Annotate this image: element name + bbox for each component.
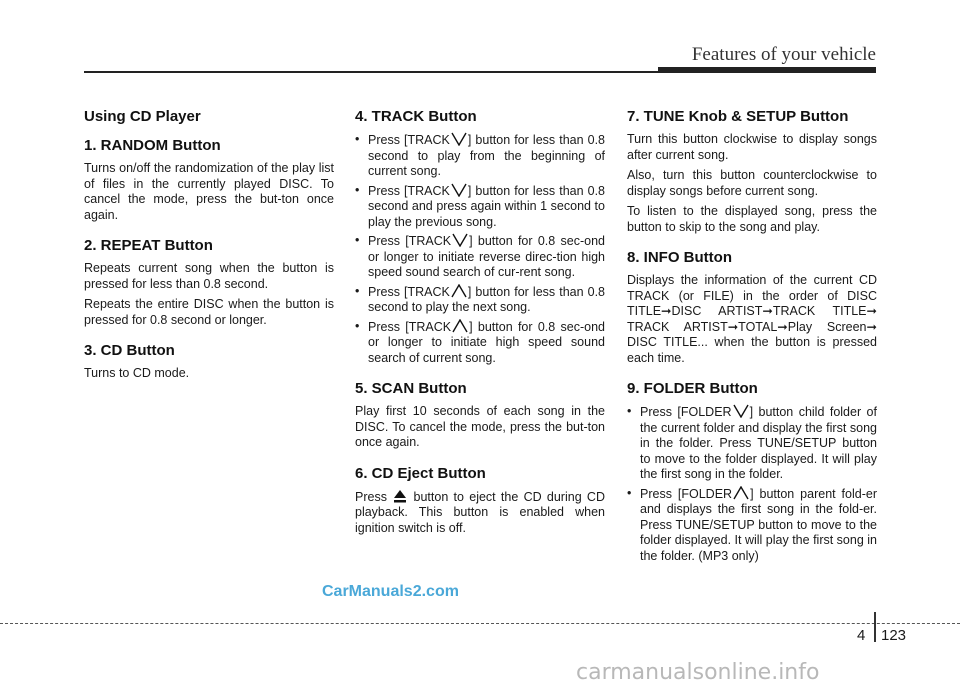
repeat-heading: 2. REPEAT Button — [84, 237, 213, 254]
tune-heading: 7. TUNE Knob & SETUP Button — [627, 108, 849, 125]
track-list — [355, 132, 605, 366]
chapter-title: Features of your vehicle — [691, 44, 876, 65]
random-heading: 1. RANDOM Button — [84, 137, 221, 154]
scan-section — [355, 380, 605, 451]
list-item: • Press [TRACK ] button for less than 0.8 second and press again within 1 second to play the previous song. — [355, 182, 605, 229]
section-number: 4 — [857, 627, 866, 644]
folder-heading: 9. FOLDER Button — [627, 380, 758, 397]
eject-icon — [393, 489, 407, 503]
eject-section — [355, 465, 605, 537]
list-item: • Press [FOLDER ] button child folder of the current folder and display the first song in the folder. Press TUNE/SETUP button to move to the folder displayed. It will play the first song in the folder. — [627, 404, 877, 481]
track-section — [355, 108, 605, 366]
watermark-logo[interactable]: CarManuals2.com — [322, 583, 459, 600]
column-1 — [84, 108, 334, 396]
track-heading: 4. TRACK Button — [355, 108, 477, 125]
random-text: Turns on/off the randomization of the play list of files in the currently played DISC. To cancel the mode, press the but-ton once again. — [84, 161, 334, 222]
tune-section — [627, 108, 877, 235]
chevron-up-icon — [452, 319, 468, 333]
eject-text: Press button to eject the CD during CD playback. This button is enabled when ignition switch is off. — [355, 489, 605, 535]
tune-text-2: Also, turn this button counterclockwise to display songs before current song. — [627, 168, 877, 198]
repeat-text-1: Repeats current song when the button is pressed for less than 0.8 second. — [84, 261, 334, 291]
list-item: • Press [TRACK ] button for 0.8 sec-ond or longer to initiate high speed sound search of current song. — [355, 318, 605, 365]
eject-heading: 6. CD Eject Button — [355, 464, 486, 482]
chevron-down-icon — [451, 183, 467, 197]
tune-text-3: To listen to the displayed song, press the button to skip to the song and play. — [627, 204, 877, 234]
chevron-down-icon — [451, 132, 467, 146]
chevron-down-icon — [452, 233, 468, 247]
tune-text-1: Turn this button clockwise to display songs after current song. — [627, 132, 877, 162]
footer-separator — [874, 612, 876, 642]
chevron-up-icon — [451, 284, 467, 298]
list-item: • Press [FOLDER ] button parent fold-er and displays the first song in the fold-er. Press TUNE/SETUP button to move to the folder displayed. It will play the first song in the folder. (MP3 only) — [627, 485, 877, 563]
cd-text: Turns to CD mode. — [84, 366, 190, 380]
folder-section — [627, 380, 877, 564]
site-watermark: carmanualsonline.info — [576, 660, 820, 685]
info-heading: 8. INFO Button — [627, 249, 732, 266]
scan-text: Play first 10 seconds of each song in the DISC. To cancel the mode, press the but-ton once again. — [355, 404, 605, 449]
footer-divider — [0, 623, 960, 624]
repeat-text-2: Repeats the entire DISC when the button is pressed for 0.8 second or longer. — [84, 297, 334, 327]
column-2 — [355, 108, 605, 550]
column-3 — [627, 108, 877, 578]
scan-heading: 5. SCAN Button — [355, 380, 467, 397]
header-rule-accent — [658, 67, 876, 73]
repeat-section — [84, 237, 334, 328]
list-item: • Press [TRACK ] button for 0.8 sec-ond or longer to initiate reverse direc-tion high speed sound search of cur-rent song. — [355, 233, 605, 279]
info-text: Displays the information of the current CD TRACK (or FILE) in the order of DISC TITLE➞DISC ARTIST➞TRACK TITLE➞ TRACK ARTIST➞TOTAL➞Play Screen➞ DISC TITLE... when the button is pressed each time. — [627, 273, 877, 365]
cd-heading: 3. CD Button — [84, 342, 175, 359]
cd-section — [84, 342, 334, 382]
section-title: Using CD Player — [84, 108, 201, 125]
list-item: • Press [TRACK ] button for less than 0.8 second to play from the beginning of current song. — [355, 132, 605, 178]
chevron-up-icon — [733, 486, 749, 500]
random-section — [84, 137, 334, 223]
folder-list — [627, 404, 877, 564]
info-section — [627, 249, 877, 366]
list-item: • Press [TRACK ] button for less than 0.8 second to play the next song. — [355, 283, 605, 314]
chevron-down-icon — [733, 404, 749, 418]
page-number: 123 — [881, 627, 907, 644]
